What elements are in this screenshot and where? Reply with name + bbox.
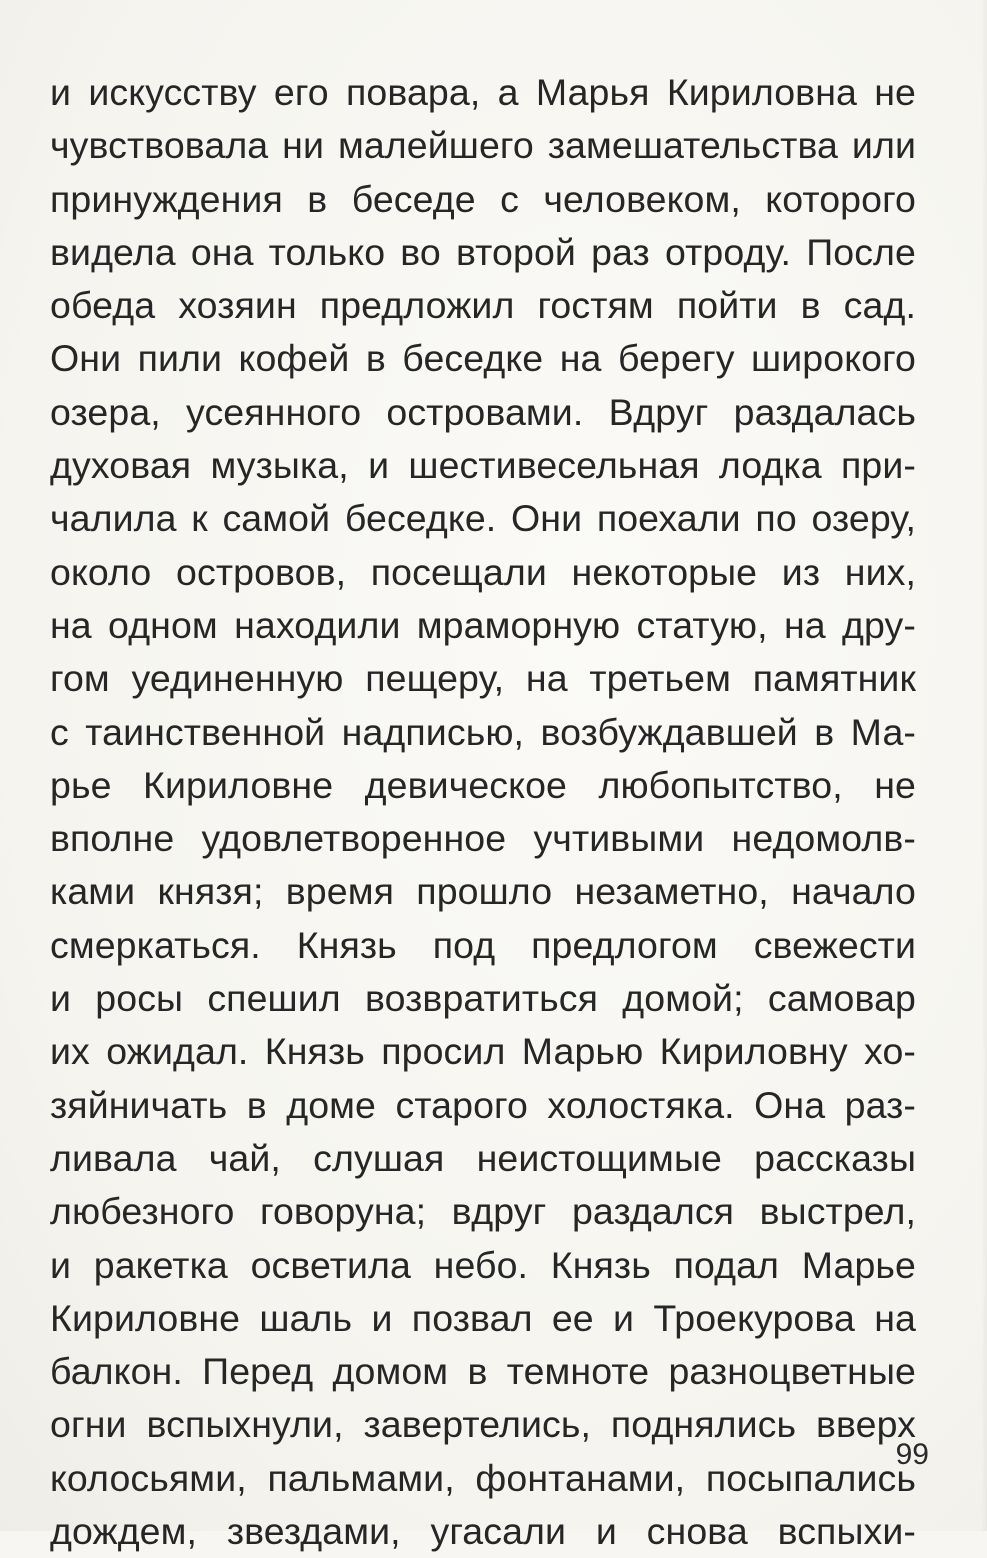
text-line-16: ками князя; время прошло незаметно, начало [50,870,916,913]
page-number: 99 [895,1438,929,1471]
text-line-19: их ожидал. Князь просил Марью Кириловну хо- [50,1030,916,1073]
page-edge-shadow [981,0,987,1531]
text-line-10: около островов, посещали некоторые из них, [50,550,916,593]
text-line-25: балкон. Перед домом в темноте разноцветные [50,1350,916,1393]
text-line-27: колосьями, пальмами, фонтанами, посыпались [50,1456,916,1499]
text-line-13: с таинственной надписью, возбуждавшей в Ма- [50,710,916,753]
text-line-8: духовая музыка, и шестивесельная лодка при- [50,444,916,487]
text-line-7: озера, усеянного островами. Вдруг раздалась [50,390,916,433]
text-line-6: Они пили кофей в беседке на берегу широкого [50,337,916,380]
text-line-4: видела она только во второй раз отроду. После [50,230,916,273]
text-line-2: чувствовала ни малейшего замешательства или [50,124,916,167]
body-text [50,66,916,1558]
text-line-24: Кириловне шаль и позвал ее и Троекурова на [50,1296,916,1339]
text-line-1: и искусству его повара, а Марья Кириловна не [50,71,916,113]
text-line-22: любезного говоруна; вдруг раздался выстрел, [50,1190,916,1233]
text-line-12: гом уединенную пещеру, на третьем памятник [50,657,916,700]
text-line-3: принуждения в беседе с человеком, которого [50,177,916,220]
text-line-15: вполне удовлетворенное учтивыми недомолв- [50,817,916,860]
text-line-9: чалила к самой беседке. Они поехали по озеру, [50,497,916,540]
text-line-21: ливала чай, слушая неистощимые рассказы [50,1136,916,1179]
text-line-20: зяйничать в доме старого холостяка. Она раз- [50,1083,916,1126]
text-line-18: и росы спешил возвратиться домой; самовар [50,977,916,1020]
text-line-23: и ракетка осветила небо. Князь подал Марье [50,1243,916,1286]
text-line-14: рье Кириловне девическое любопытство, не [50,763,916,806]
text-line-17: смеркаться. Князь под предлогом свежести [50,923,916,966]
text-line-11: на одном находили мраморную статую, на дру- [50,603,916,646]
text-line-26: огни вспыхнули, завертелись, поднялись вверх [50,1403,916,1446]
text-line-5: обеда хозяин предложил гостям пойти в сад. [50,284,916,327]
text-line-28: дождем, звездами, угасали и снова вспыхи- [50,1510,916,1553]
